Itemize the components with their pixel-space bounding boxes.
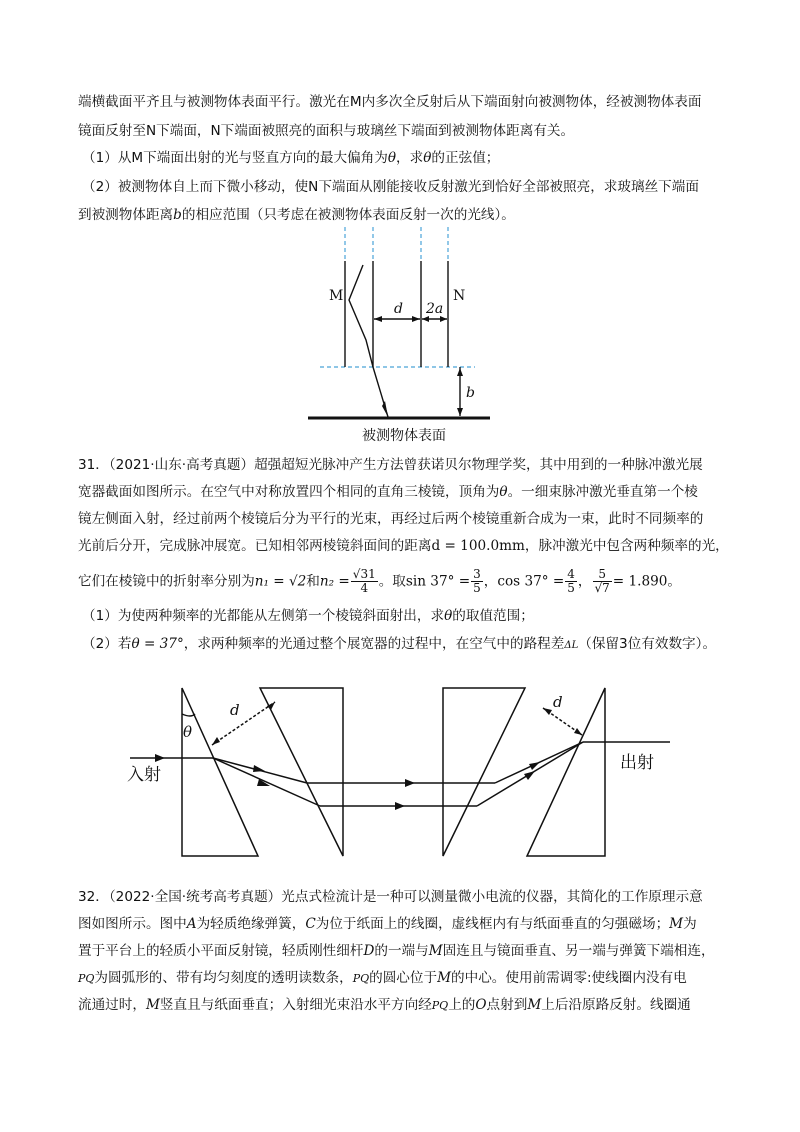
frac-sin: $\frac{3}{5}$ (473, 567, 481, 595)
label-2a: 2a (426, 301, 444, 317)
frac-cos: $\frac{4}{5}$ (567, 567, 575, 595)
p32-line-5: 流通过时，M竖直且与纸面垂直；入射细光束沿水平方向经PQ上的O点射到M上后沿原路反射。线圈通 (78, 997, 691, 1013)
p31-question-1: （1）为使两种频率的光都能从左侧第一个棱镜斜面射出，求θ的取值范围； (82, 608, 534, 624)
p32-line-4: PQ为圆弧形的、带有均匀刻度的透明读数条，PQ的圆心位于M的中心。使用前需调零:使线圈内没有电 (78, 970, 687, 986)
p31-line-2: 宽器截面如图所示。在空气中对称放置四个相同的直角三棱镜，顶角为θ。一细束脉冲激光垂直第一个棱 (78, 484, 698, 500)
p32-line-1: 32．（2022·全国·统考高考真题）光点式检流计是一种可以测量微小电流的仪器，其简化的工作原理示意 (78, 889, 703, 905)
label-M: M (329, 288, 344, 304)
frac-n2: $\frac{√31}{4}$ (352, 567, 376, 595)
p31-question-2: （2）若θ = 37°，求两种频率的光通过整个展宽器的过程中，在空气中的路程差ΔL（保留3位有效数字）。 (82, 636, 717, 652)
label-exit: 出射 (620, 753, 654, 773)
frac-ratio: $\frac{5}{√7}$ (594, 567, 610, 595)
label-d-left: d (230, 701, 240, 719)
p31-line-3: 镜左侧面入射，经过前两个棱镜后分为平行的光束，再经过后两个棱镜重新合成为一束，此时不同频率的 (78, 511, 704, 527)
p31-line-5: 它们在棱镜中的折射率分别为n₁ = √2和n₂ = $\frac{√31}{4}$ 。取sin 37° = $\frac{3}{5}$ ，cos 37° = $\frac{4}{5}$ ， $\frac{5}{√7}$ = 1.890。 (78, 567, 682, 595)
label-b: b (466, 385, 475, 401)
p30-line-2: 镜面反射至N下端面，N下端面被照亮的面积与玻璃丝下端面到被测物体距离有关。 (78, 123, 575, 139)
p32-line-3: 置于平台上的轻质小平面反射镜，轻质刚性细杆D的一端与M固连且与镜面垂直、另一端与弹簧下端相连， (78, 943, 715, 959)
surface-caption: 被测物体表面 (362, 428, 446, 444)
p30-line-1: 端横截面平齐且与被测物体表面平行。激光在M内多次全反射后从下端面射向被测物体，经被测物体表面 (78, 94, 702, 110)
label-incident: 入射 (127, 765, 161, 785)
p31-line-1: 31．（2021·山东·高考真题）超强超短光脉冲产生方法曾获诺贝尔物理学奖，其中用到的一种脉冲激光展 (78, 457, 703, 473)
label-N: N (453, 288, 466, 304)
label-d-right: d (553, 693, 563, 711)
p30-question-2: （2）被测物体自上而下微小移动，使N下端面从刚能接收反射激光到恰好全部被照亮，求玻璃丝下端面 (82, 179, 699, 195)
label-d: d (394, 301, 403, 317)
p31-line-4: 光前后分开，完成脉冲展宽。已知相邻两棱镜斜面间的距离d = 100.0mm，脉冲激光中包含两种频率的光， (78, 538, 729, 554)
label-theta: θ (183, 723, 193, 741)
p32-line-2: 图如图所示。图中A为轻质绝缘弹簧，C为位于纸面上的线圈，虚线框内有与纸面垂直的匀强磁场；M为 (78, 916, 697, 932)
prism-stretcher-diagram (125, 680, 675, 865)
p30-question-1: （1）从M下端面出射的光与竖直方向的最大偏角为θ，求θ的正弦值； (82, 150, 500, 166)
fiber-diagram (300, 225, 520, 450)
p30-question-2-cont: 到被测物体距离b的相应范围（只考虑在被测物体表面反射一次的光线）。 (78, 207, 515, 223)
